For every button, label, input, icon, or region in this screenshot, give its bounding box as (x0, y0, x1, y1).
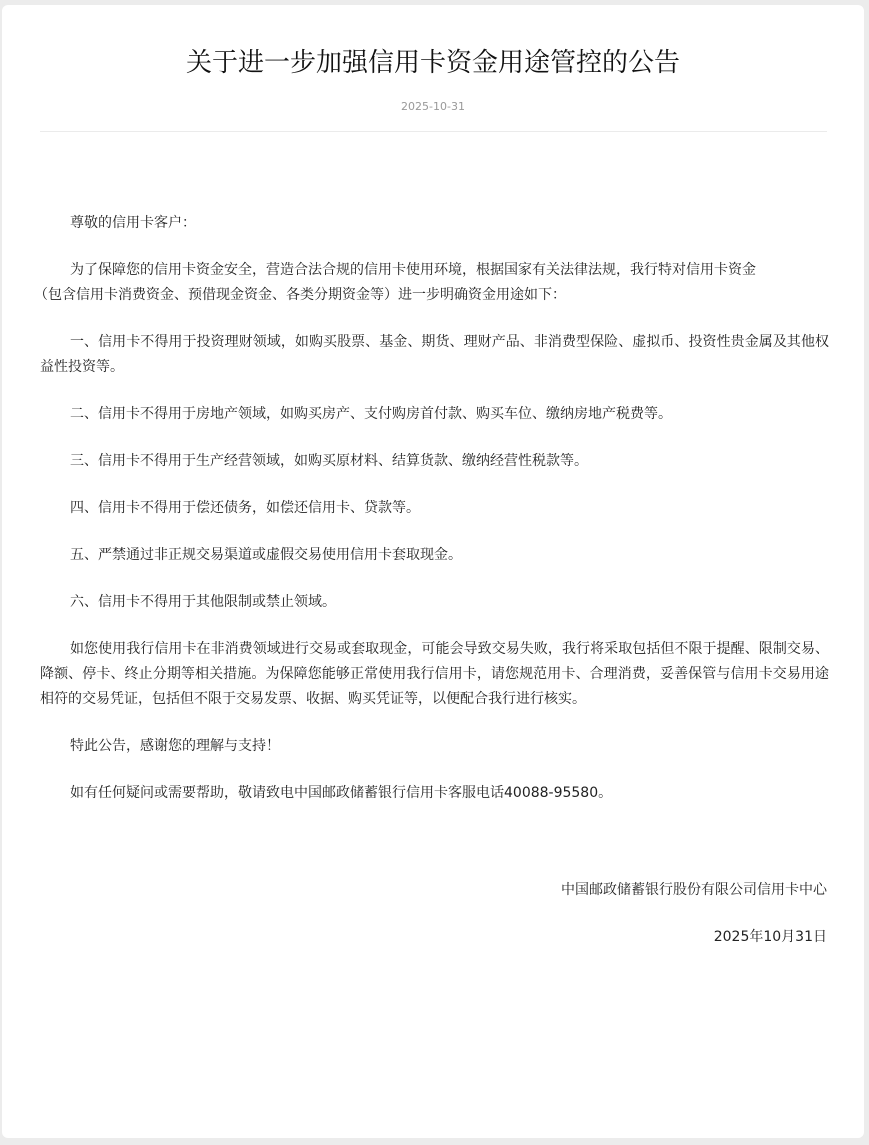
intro-line-2: （包含信用卡消费资金、预借现金资金、各类分期资金等）进一步明确资金用途如下： (34, 287, 566, 303)
signature-block (561, 878, 827, 972)
signature-date: 2025年10月31日 (713, 929, 827, 945)
warning-paragraph: 如您使用我行信用卡在非消费领域进行交易或套取现金，可能会导致交易失败，我行将采取包括但不限于提醒、限制交易、降额、停卡、终止分期等相关措施。为保障您能够正常使用我行信用卡，请您规范用卡、合理消费，妥善保管与信用卡交易用途相符的交易凭证，包括但不限于交易发票、收据、购买凭证等，以便配合我行进行核实。 (40, 641, 829, 707)
rule-item-3: 三、信用卡不得用于生产经营领域，如购买原材料、结算货款、缴纳经营性税款等。 (70, 453, 588, 469)
contact-paragraph: 如有任何疑问或需要帮助，敬请致电中国邮政储蓄银行信用卡客服电话40088-95580。 (70, 785, 613, 801)
signature-org: 中国邮政储蓄银行股份有限公司信用卡中心 (561, 882, 827, 898)
intro-paragraph (34, 258, 829, 308)
rule-item-2: 二、信用卡不得用于房地产领域，如购买房产、支付购房首付款、购买车位、缴纳房地产税费等。 (70, 406, 672, 422)
page-title: 关于进一步加强信用卡资金用途管控的公告 (185, 48, 680, 78)
thanks-paragraph: 特此公告，感谢您的理解与支持！ (70, 738, 280, 754)
intro-line-1: 为了保障您的信用卡资金安全，营造合法合规的信用卡使用环境，根据国家有关法律法规，我行特对信用卡资金 (70, 262, 756, 278)
greeting: 尊敬的信用卡客户： (70, 215, 196, 231)
publish-date: 2025-10-31 (401, 100, 465, 113)
notice-body (34, 211, 829, 828)
rule-item-6: 六、信用卡不得用于其他限制或禁止领域。 (70, 594, 336, 610)
notice-card (2, 5, 864, 1138)
rule-item-1: 一、信用卡不得用于投资理财领域，如购买股票、基金、期货、理财产品、非消费型保险、虚拟币、投资性贵金属及其他权益性投资等。 (40, 334, 829, 375)
divider (40, 131, 827, 132)
rule-item-5: 五、严禁通过非正规交易渠道或虚假交易使用信用卡套取现金。 (70, 547, 462, 563)
rule-item-4: 四、信用卡不得用于偿还债务，如偿还信用卡、贷款等。 (70, 500, 420, 516)
